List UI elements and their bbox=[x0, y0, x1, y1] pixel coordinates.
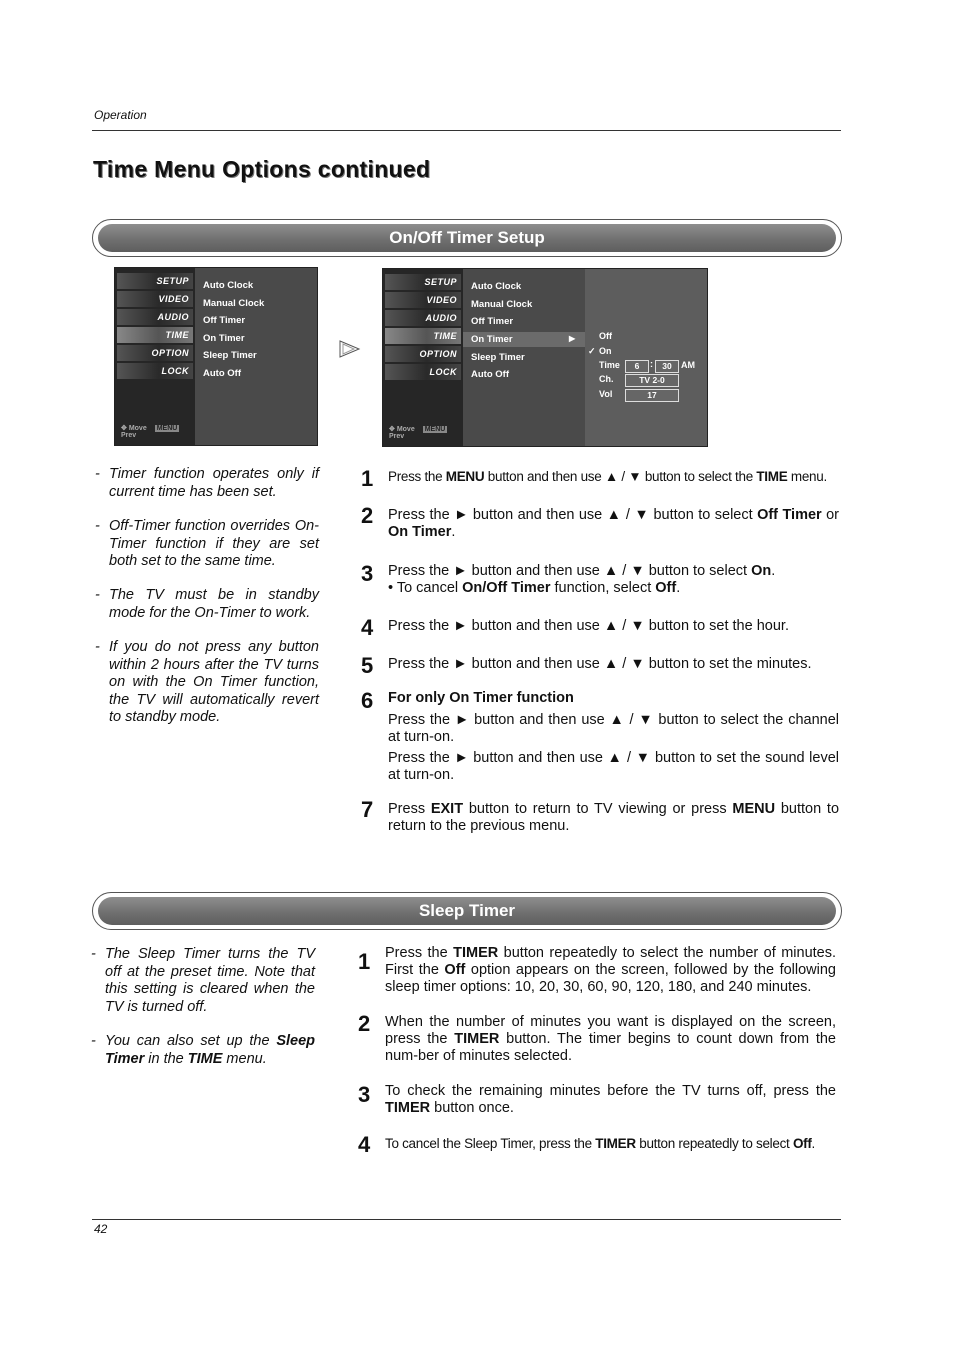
category-option: OPTION bbox=[117, 345, 193, 361]
footer-move: Move bbox=[128, 425, 147, 432]
channel-field: TV 2-0 bbox=[625, 374, 679, 387]
onoff-note-2: - Off-Timer function overrides On-Timer function if they are set both set to the same time. bbox=[95, 518, 319, 569]
onoff-note-4: - If you do not press any button within 2 hours after the TV turns on with the On Timer function, the TV will automatically revert to standby mode. bbox=[95, 639, 319, 725]
time-colon: : bbox=[650, 359, 653, 369]
ampm-label: AM bbox=[681, 360, 695, 370]
category-setup: SETUP bbox=[117, 273, 193, 289]
category-audio: AUDIO bbox=[385, 310, 461, 326]
sleep-note-2: - You can also set up the Sleep Timer in the TIME menu. bbox=[91, 1033, 315, 1067]
step-number: 2 bbox=[358, 1011, 371, 1036]
category-video: VIDEO bbox=[117, 291, 193, 307]
sleep-step-2: When the number of minutes you want is displayed on the screen, press the TIMER button. The timer begins to count down from the num-ber of minutes selected. bbox=[385, 1014, 836, 1064]
time-label: Time bbox=[599, 360, 620, 370]
item-auto-clock: Auto Clock bbox=[471, 281, 522, 292]
item-sleep-timer: Sleep Timer bbox=[203, 350, 257, 361]
item-on-timer: On Timer bbox=[471, 334, 513, 345]
menu-key-icon: MENU bbox=[424, 426, 446, 433]
item-on-timer: On Timer bbox=[203, 333, 245, 344]
onoff-note-3: - The TV must be in standby mode for the On-Timer to work. bbox=[95, 587, 319, 621]
category-audio: AUDIO bbox=[117, 309, 193, 325]
time-items-list-2 bbox=[463, 269, 585, 446]
step-number: 6 bbox=[361, 688, 374, 713]
step-number: 4 bbox=[358, 1132, 371, 1157]
item-manual-clock: Manual Clock bbox=[471, 299, 533, 310]
step-number: 7 bbox=[361, 797, 374, 822]
header-rule bbox=[92, 130, 841, 131]
onoff-step-6-volume: Press the ► button and then use ▲ / ▼ button to set the sound level at turn-on. bbox=[388, 750, 839, 783]
sleep-banner-label: Sleep Timer bbox=[98, 897, 836, 925]
item-auto-off: Auto Off bbox=[471, 369, 509, 380]
minute-field: 30 bbox=[655, 360, 679, 373]
option-off: Off bbox=[599, 331, 612, 341]
item-off-timer: Off Timer bbox=[471, 316, 514, 327]
footer-prev: Prev bbox=[389, 433, 405, 440]
category-lock: LOCK bbox=[385, 364, 461, 380]
item-auto-clock: Auto Clock bbox=[203, 280, 254, 291]
onoff-step-1: Press the MENU button and then use ▲ / ▼ button to select the TIME menu. bbox=[388, 469, 827, 484]
play-right-icon: ▶ bbox=[569, 334, 576, 343]
sleep-step-4: To cancel the Sleep Timer, press the TIMER button repeatedly to select Off. bbox=[385, 1136, 815, 1151]
menu-footer-2 bbox=[389, 425, 463, 440]
check-icon: ✓ bbox=[588, 346, 596, 356]
page-title: Time Menu Options continued bbox=[93, 156, 431, 182]
step-number: 2 bbox=[361, 503, 374, 528]
onoff-banner-label: On/Off Timer Setup bbox=[98, 224, 836, 252]
onoff-banner bbox=[92, 219, 842, 257]
on-timer-menu-screenshot bbox=[382, 268, 708, 447]
category-option: OPTION bbox=[385, 346, 461, 362]
next-arrow-icon bbox=[339, 340, 361, 358]
volume-field: 17 bbox=[625, 389, 679, 402]
category-lock: LOCK bbox=[117, 363, 193, 379]
step-number: 5 bbox=[361, 653, 374, 678]
sleep-step-3: To check the remaining minutes before the TV turns off, press the TIMER button once. bbox=[385, 1083, 836, 1116]
step-number: 3 bbox=[361, 561, 374, 586]
vol-label: Vol bbox=[599, 389, 613, 399]
on-timer-submenu bbox=[585, 269, 707, 446]
category-video: VIDEO bbox=[385, 292, 461, 308]
sleep-step-1: Press the TIMER button repeatedly to select the number of minutes. First the Off option appears on the screen, followed by the following sleep timer options: 10, 20, 30, 60, 90, 120, 180, and 240 minutes. bbox=[385, 945, 837, 995]
footer-rule bbox=[92, 1219, 841, 1220]
move-icon: ✥ bbox=[389, 426, 395, 433]
page-number: 42 bbox=[94, 1222, 108, 1236]
onoff-step-7: Press EXIT button to return to TV viewing or press MENU button to return to the previous menu. bbox=[388, 801, 840, 834]
step-number: 1 bbox=[358, 949, 371, 974]
footer-prev: Prev bbox=[121, 432, 137, 439]
onoff-step-6-heading: For only On Timer function bbox=[388, 690, 574, 706]
category-time: TIME bbox=[385, 328, 461, 344]
category-sidebar-2 bbox=[383, 269, 463, 446]
footer-move: Move bbox=[396, 426, 415, 433]
category-sidebar bbox=[115, 268, 195, 445]
sleep-banner bbox=[92, 892, 842, 930]
onoff-step-6-channel: Press the ► button and then use ▲ / ▼ button to select the channel at turn-on. bbox=[388, 712, 839, 745]
item-sleep-timer: Sleep Timer bbox=[471, 352, 525, 363]
ch-label: Ch. bbox=[599, 374, 614, 384]
step-number: 4 bbox=[361, 615, 374, 640]
step-number: 1 bbox=[361, 466, 374, 491]
option-on: On bbox=[599, 346, 612, 356]
category-time: TIME bbox=[117, 327, 193, 343]
onoff-step-4: Press the ► button and then use ▲ / ▼ button to set the hour. bbox=[388, 618, 789, 634]
hour-field: 6 bbox=[625, 360, 649, 373]
sleep-note-1: - The Sleep Timer turns the TV off at the preset time. Note that this setting is cleared when the TV is turned off. bbox=[91, 946, 315, 1015]
item-auto-off: Auto Off bbox=[203, 368, 241, 379]
menu-key-icon: MENU bbox=[156, 425, 178, 432]
section-label: Operation bbox=[94, 108, 147, 122]
menu-footer bbox=[121, 424, 195, 439]
time-menu-screenshot bbox=[114, 267, 318, 446]
onoff-step-5: Press the ► button and then use ▲ / ▼ button to set the minutes. bbox=[388, 656, 812, 672]
item-manual-clock: Manual Clock bbox=[203, 298, 265, 309]
step-number: 3 bbox=[358, 1082, 371, 1107]
item-off-timer: Off Timer bbox=[203, 315, 246, 326]
onoff-step-2: Press the ► button and then use ▲ / ▼ button to select Off Timer or On Timer. bbox=[388, 507, 839, 540]
onoff-step-3: Press the ► button and then use ▲ / ▼ button to select On. • To cancel On/Off Timer function, select Off. bbox=[388, 563, 776, 596]
category-setup: SETUP bbox=[385, 274, 461, 290]
onoff-note-1: - Timer function operates only if current time has been set. bbox=[95, 466, 319, 500]
move-icon: ✥ bbox=[121, 425, 127, 432]
time-items-list bbox=[195, 268, 317, 445]
